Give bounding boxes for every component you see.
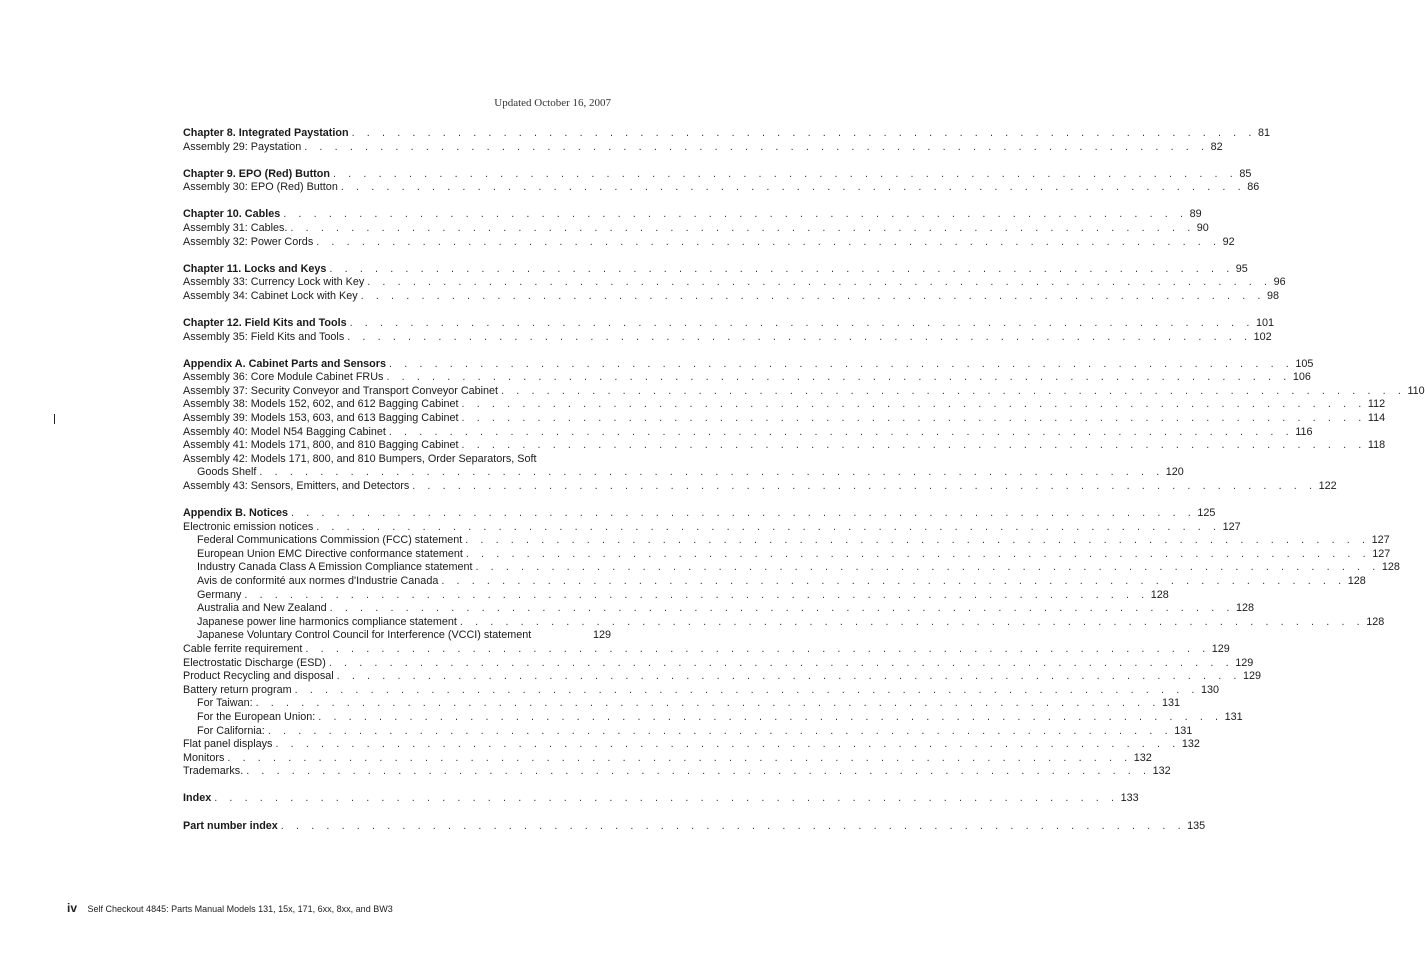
toc-entry[interactable] [183,643,1230,657]
toc-entry[interactable] [183,479,1337,494]
toc-heading-entry[interactable] [183,208,1202,222]
toc-entry-title: Assembly 38: Models 152, 602, and 612 Bagging Cabinet [183,398,459,411]
toc-entry-page: 128 [1150,588,1169,601]
toc-leader-dots: . . . . . . . . . . . . . . . . . . . . . . . . . . . . . . . . . . . . . . . . . . . . . . . . . . . . . . . . . . . . [328,656,1234,669]
toc-entry-title: Assembly 36: Core Module Cabinet FRUs [183,371,384,384]
toc-entry[interactable] [183,412,1386,426]
toc-entry-title: Japanese Voluntary Control Council for Interference (VCCI) statement [197,629,532,642]
toc-entry-page: 101 [1255,316,1274,329]
toc-group [183,262,1286,304]
table-of-contents [183,127,1425,847]
toc-entry[interactable] [183,534,1390,548]
toc-entry-page: 110 [1407,384,1425,397]
toc-leader-dots: . . . . . . . . . . . . . . . . . . . . . . . . . . . . . . . . . . . . . . . . . . . . . . . . . . . . . . . . . . . . [214,792,1119,805]
toc-leader-dots: . . . . . . . . . . . . . . . . . . . . . . . . . . . . . . . . . . . . . . . . . . . . . . . . . . . . . . . . . . . . [280,819,1186,832]
toc-entry[interactable] [183,738,1200,752]
toc-entry-title: Assembly 30: EPO (Red) Button [183,181,338,194]
toc-entry-page: 129 [592,629,611,642]
toc-leader-dots: . . . . . . . . . . . . . . . . . . . . . . . . . . . . . . . . . . . . . . . . . . . . . . . . . . . . . . . . . . . . [367,276,1272,289]
toc-leader-dots: . . . . . . . . . . . . . . . . . . . . . . . . . . . . . . . . . . . . . . . . . . . . . . . . . . . . . . . . . . . . [475,561,1380,574]
toc-entry-page: 133 [1120,792,1139,805]
toc-leader-dots: . . . . . . . . . . . . . . . . . . . . . . . . . . . . . . . . . . . . . . . . . . . . . . . . . . . . . . . . . . . . [244,588,1149,601]
toc-entry-page: 85 [1239,167,1252,180]
toc-leader-dots: . . . . . . . . . . . . . . . . . . . . . . . . . . . . . . . . . . . . . . . . . . . . . . . . . . . . . . . . . . . . [388,425,1294,438]
toc-entry-title: Electronic emission notices [183,520,314,533]
toc-entry-title: Part number index [183,819,278,832]
toc-entry-page: 105 [1295,357,1314,370]
toc-leader-dots: . . . . . . . . . . . . . . . . . . . . . . . . . . . . . . . . . . . . . . . . . . . . . . . . . . . . . . . . . . . . [336,670,1242,683]
toc-entry[interactable] [183,588,1169,603]
toc-entry-title: Index [183,792,212,805]
toc-entry-page: 120 [1165,466,1184,479]
change-bar [54,414,55,424]
toc-heading-entry[interactable] [183,507,1216,521]
toc-entry-page: 114 [1367,412,1386,424]
toc-entry-title: Flat panel displays [183,738,273,751]
toc-entry[interactable] [183,439,1386,453]
toc-entry-page: 106 [1292,371,1311,384]
toc-entry-page: 82 [1210,140,1223,153]
toc-leader-dots: . . . . . . . . . . . . . . . . . . . . . . . . . . . . . . . . . . . . . . . . . . . . . . . . . . . . . . . . . . . . [291,507,1196,520]
toc-group [183,507,1400,779]
toc-leader-dots: . . . . . . . . . . . . . . . . . . . . . . . . . . . . . . . . . . . . . . . . . . . . . . . . . . . . . . . . . . . . [329,262,1234,275]
toc-entry[interactable] [183,398,1386,412]
toc-entry[interactable] [183,371,1311,385]
toc-entry[interactable] [183,276,1286,290]
toc-entry-title: Electrostatic Discharge (ESD) [183,656,326,669]
toc-entry-page: 129 [1235,656,1254,669]
toc-entry-title: Chapter 12. Field Kits and Tools [183,316,347,329]
toc-entry[interactable] [183,765,1171,779]
toc-heading-entry[interactable] [183,167,1252,182]
toc-group [183,792,1139,806]
toc-entry[interactable] [183,425,1313,440]
toc-entry[interactable] [183,221,1209,236]
toc-leader-dots: . . . . . . . . . . . . . . . . . . . . . . . . . . . . . . . . . . . . . . . . . . . . . . . . . . . . . . . . . . . . [340,181,1246,194]
toc-entry-page: 92 [1222,235,1235,248]
toc-entry[interactable] [183,656,1254,671]
toc-entry-page: 90 [1196,221,1209,234]
toc-entry-page: 132 [1152,765,1171,778]
toc-entry-page: 81 [1257,127,1270,139]
toc-leader-dots: . . . . . . . . . . . . . . . . . . . . . . . . . . . . . . . . . . . . . . . . . . . . . . . . . . . . . . . . . . . . [275,738,1180,751]
toc-entry-title: Assembly 40: Model N54 Bagging Cabinet [183,425,386,438]
toc-entry[interactable] [183,547,1391,562]
toc-leader-dots: . . . . . . . . . . . . . . . . . . . . . . . . . . . . . . . . . . . . . . . . . . . . . . . . . . . . . . . . . . . . [332,167,1238,180]
toc-leader-dots: . . . . . . . . . . . . . . . . . . . . . . . . . . . . . . . . . . . . . . . . . . . . . . . . . . . . . . . . . . . . [304,140,1209,153]
toc-entry-title: Cable ferrite requirement [183,643,303,655]
toc-entry-title: Federal Communications Commission (FCC) statement [197,534,463,547]
toc-entry-page: 127 [1371,534,1390,547]
toc-entry-title: Monitors [183,751,225,764]
toc-heading-entry[interactable] [183,127,1270,141]
toc-group [183,819,1206,834]
toc-entry-title: For California: [197,724,265,737]
toc-entry-page: 127 [1372,547,1391,560]
toc-entry[interactable] [183,629,611,643]
toc-entry-title: Assembly 29: Paystation [183,140,302,153]
toc-group [183,127,1270,154]
toc-entry[interactable] [183,289,1280,304]
toc-leader-dots: . . . . . . . . . . . . . . . . . . . . . . . . . . . . . . . . . . . . . . . . . . . . . . . . . . . . . . . . . . . . [267,724,1173,737]
toc-entry-title: Trademarks. [183,765,244,778]
toc-entry[interactable] [183,466,1184,480]
toc-entry[interactable] [183,140,1223,155]
toc-leader-dots: . . . . . . . . . . . . . . . . . . . . . . . . . . . . . . . . . . . . . . . . . . . . . . . . . . . . . . . . . . . . [461,439,1366,452]
toc-leader-dots: . . . . . . . . . . . . . . . . . . . . . . . . . . . . . . . . . . . . . . . . . . . . . . . . . . . . . . . . . . . . [465,534,1370,547]
toc-entry[interactable] [183,697,1180,711]
updated-date: Updated October 16, 2007 [494,97,611,109]
toc-entry-page: 135 [1187,819,1206,832]
toc-entry-title: Assembly 31: Cables. [183,221,288,234]
toc-group [183,167,1260,195]
toc-entry-title: Goods Shelf [197,466,257,479]
toc-heading-entry[interactable] [183,819,1206,834]
toc-entry[interactable] [183,751,1152,766]
toc-entry-title: Chapter 11. Locks and Keys [183,262,327,275]
toc-entry-title: For the European Union: [197,710,316,723]
toc-entry-title: European Union EMC Directive conformance statement [197,547,463,560]
toc-entry[interactable] [183,181,1260,195]
toc-entry-page: 131 [1174,724,1193,737]
toc-entry-title: Battery return program [183,683,292,696]
toc-entry-page: 132 [1181,738,1200,751]
toc-entry[interactable] [183,235,1235,250]
toc-entry[interactable] [183,453,611,467]
toc-entry[interactable] [183,670,1262,684]
toc-leader-dots: . . . . . . . . . . . . . . . . . . . . . . . . . . . . . . . . . . . . . . . . . . . . . . . . . . . . . . . . . . . . [441,575,1346,588]
toc-entry[interactable] [183,520,1241,535]
toc-entry-page: 116 [1295,425,1313,438]
toc-entry-page: 86 [1247,181,1260,194]
toc-entry-title: Industry Canada Class A Emission Compliance statement [197,561,473,574]
toc-entry-page: 129 [1243,670,1262,683]
toc-entry[interactable] [183,710,1243,725]
toc-leader-dots: . . . . . . . . . . . . . . . . . . . . . . . . . . . . . . . . . . . . . . . . . . . . . . . . . . . . . . . . . . . . [412,479,1317,492]
toc-entry-page: 130 [1201,683,1220,696]
toc-leader-dots: . . . . . . . . . . . . . . . . . . . . . . . . . . . . . . . . . . . . . . . . . . . . . . . . . . . . . . . . . . . . [465,547,1371,560]
toc-leader-dots: . . . . . . . . . . . . . . . . . . . . . . . . . . . . . . . . . . . . . . . . . . . . . . . . . . . . . . . . . . . . [294,683,1199,696]
toc-entry-title: Assembly 34: Cabinet Lock with Key [183,289,358,302]
toc-entry-page: 127 [1222,520,1241,533]
toc-leader-dots: . . . . . . . . . . . . . . . . . . . . . . . . . . . . . . . . . . . . . . . . . . . . . . . . . . . . . . . . . . . . [255,697,1160,710]
toc-entry[interactable] [183,683,1220,698]
toc-heading-entry[interactable] [183,357,1314,372]
toc-entry-page: 125 [1197,507,1216,520]
toc-entry[interactable] [183,615,1385,630]
toc-leader-dots: . . . . . . . . . . . . . . . . . . . . . . . . . . . . . . . . . . . . . . . . . . . . . . . . . . . . . . . . . . . . [329,602,1235,615]
toc-heading-entry[interactable] [183,792,1139,806]
toc-leader-dots: . . . . . . . . . . . . . . . . . . . . . . . . . . . . . . . . . . . . . . . . . . . . . . . . . . . . . . . . . . . . [360,289,1266,302]
toc-entry-title: Assembly 43: Sensors, Emitters, and Detectors [183,479,410,492]
toc-entry-title: Chapter 10. Cables [183,208,281,221]
toc-entry-title: Avis de conformité aux normes d'Industrie Canada [197,575,439,588]
toc-entry-page: 102 [1253,330,1272,343]
toc-group [183,208,1235,249]
toc-entry-title: Product Recycling and disposal [183,670,334,683]
toc-entry-title: Appendix B. Notices [183,507,288,520]
toc-leader-dots: . . . . . . . . . . . . . . . . . . . . . . . . . . . . . . . . . . . . . . . . . . . . . . . . . . . . . . . . . . . . [501,384,1406,397]
toc-entry[interactable] [183,561,1400,575]
toc-entry-page: 128 [1236,602,1255,615]
toc-heading-entry[interactable] [183,316,1274,331]
toc-entry-title: Japanese power line harmonics compliance statement [197,615,457,628]
toc-entry[interactable] [183,384,1425,399]
toc-entry-title: Australia and New Zealand [197,602,327,615]
toc-entry-page: 122 [1318,479,1337,492]
toc-entry-page: 128 [1347,575,1366,588]
toc-leader-dots: . . . . . . . . . . . . . . . . . . . . . . . . . . . . . . . . . . . . . . . . . . . . . . . . . . . . . . . . . . . . [318,710,1223,723]
toc-heading-entry[interactable] [183,262,1248,277]
toc-entry-title: Assembly 32: Power Cords [183,235,314,248]
toc-entry-title: Assembly 33: Currency Lock with Key [183,276,365,289]
toc-group [183,357,1425,494]
toc-entry-title: Assembly 41: Models 171, 800, and 810 Bagging Cabinet [183,439,459,452]
toc-entry[interactable] [183,602,1255,616]
toc-entry-title: Assembly 39: Models 153, 603, and 613 Bagging Cabinet [183,412,459,424]
toc-leader-dots: . . . . . . . . . . . . . . . . . . . . . . . . . . . . . . . . . . . . . . . . . . . . . . . . . . . . . . . . . . . . [305,643,1210,655]
toc-leader-dots: . . . . . . . . . . . . . . . . . . . . . . . . . . . . . . . . . . . . . . . . . . . . . . . . . . . . . . . . . . . . [347,330,1252,343]
toc-leader-dots: . . . . . . . . . . . . . . . . . . . . . . . . . . . . . . . . . . . . . . . . . . . . . . . . . . . . . . . . . . . . [246,765,1151,778]
toc-entry-page: 128 [1366,615,1385,628]
toc-entry-page: 98 [1267,289,1280,302]
toc-entry-page: 118 [1367,439,1386,452]
footer-title: Self Checkout 4845: Parts Manual Models 131, 15x, 171, 6xx, 8xx, and BW3 [87,904,393,914]
toc-leader-dots: . . . . . . . . . . . . . . . . . . . . . . . . . . . . . . . . . . . . . . . . . . . . . . . . . . . . . . . . . . . . [389,357,1294,370]
toc-group [183,316,1274,344]
toc-entry[interactable] [183,724,1193,739]
page-number: iv [67,901,78,915]
toc-entry-page: 131 [1161,697,1180,710]
toc-entry-title: For Taiwan: [197,697,253,710]
toc-entry-title: Assembly 35: Field Kits and Tools [183,330,345,343]
toc-entry-page: 128 [1381,561,1400,574]
page-footer [67,901,393,915]
toc-leader-dots: . . . . . . . . . . . . . . . . . . . . . . . . . . . . . . . . . . . . . . . . . . . . . . . . . . . . . . . . . . . . [290,221,1195,234]
toc-entry-page: 96 [1273,276,1286,289]
toc-entry-title: Chapter 8. Integrated Paystation [183,127,349,139]
toc-leader-dots: . . . . . . . . . . . . . . . . . . . . . . . . . . . . . . . . . . . . . . . . . . . . . . . . . . . . . . . . . . . . [349,316,1254,329]
toc-leader-dots: . . . . . . . . . . . . . . . . . . . . . . . . . . . . . . . . . . . . . . . . . . . . . . . . . . . . . . . . . . . . [259,466,1164,479]
toc-entry-page: 132 [1133,751,1152,764]
toc-entry-title: Chapter 9. EPO (Red) Button [183,167,330,180]
toc-leader-dots: . . . . . . . . . . . . . . . . . . . . . . . . . . . . . . . . . . . . . . . . . . . . . . . . . . . . . . . . . . . . [316,235,1221,248]
toc-leader-dots: . . . . . . . . . . . . . . . . . . . . . . . . . . . . . . . . . . . . . . . . . . . . . . . . . . . . . . . . . . . . [227,751,1132,764]
toc-leader-dots: . . . . . . . . . . . . . . . . . . . . . . . . . . . . . . . . . . . . . . . . . . . . . . . . . . . . . . . . . . . . [283,208,1188,221]
toc-leader-dots: . . . . . . . . . . . . . . . . . . . . . . . . . . . . . . . . . . . . . . . . . . . . . . . . . . . . . . . . . . . . [459,615,1365,628]
toc-entry-page: 89 [1189,208,1202,221]
toc-entry[interactable] [183,330,1272,345]
toc-entry-title: Germany [197,588,242,601]
toc-leader-dots: . . . . . . . . . . . . . . . . . . . . . . . . . . . . . . . . . . . . . . . . . . . . . . . . . . . . . . . . . . . . [386,371,1291,384]
toc-leader-dots: . . . . . . . . . . . . . . . . . . . . . . . . . . . . . . . . . . . . . . . . . . . . . . . . . . . . . . . . . . . . [461,398,1366,411]
toc-entry-page: 95 [1235,262,1248,275]
toc-entry-title: Appendix A. Cabinet Parts and Sensors [183,357,386,370]
toc-entry-title: Assembly 37: Security Conveyor and Transport Conveyor Cabinet [183,384,499,397]
toc-leader-dots: . . . . . . . . . . . . . . . . . . . . . . . . . . . . . . . . . . . . . . . . . . . . . . . . . . . . . . . . . . . . [316,520,1221,533]
toc-entry-page: 112 [1367,398,1386,411]
toc-entry-page: 131 [1224,710,1243,723]
toc-leader-dots: . . . . . . . . . . . . . . . . . . . . . . . . . . . . . . . . . . . . . . . . . . . . . . . . . . . . . . . . . . . . [351,127,1256,139]
toc-entry[interactable] [183,575,1366,589]
toc-entry-title: Assembly 42: Models 171, 800, and 810 Bumpers, Order Separators, Soft [183,452,537,465]
toc-entry-page: 129 [1211,643,1230,655]
toc-leader-dots: . . . . . . . . . . . . . . . . . . . . . . . . . . . . . . . . . . . . . . . . . . . . . . . . . . . . . . . . . . . . [461,412,1366,424]
